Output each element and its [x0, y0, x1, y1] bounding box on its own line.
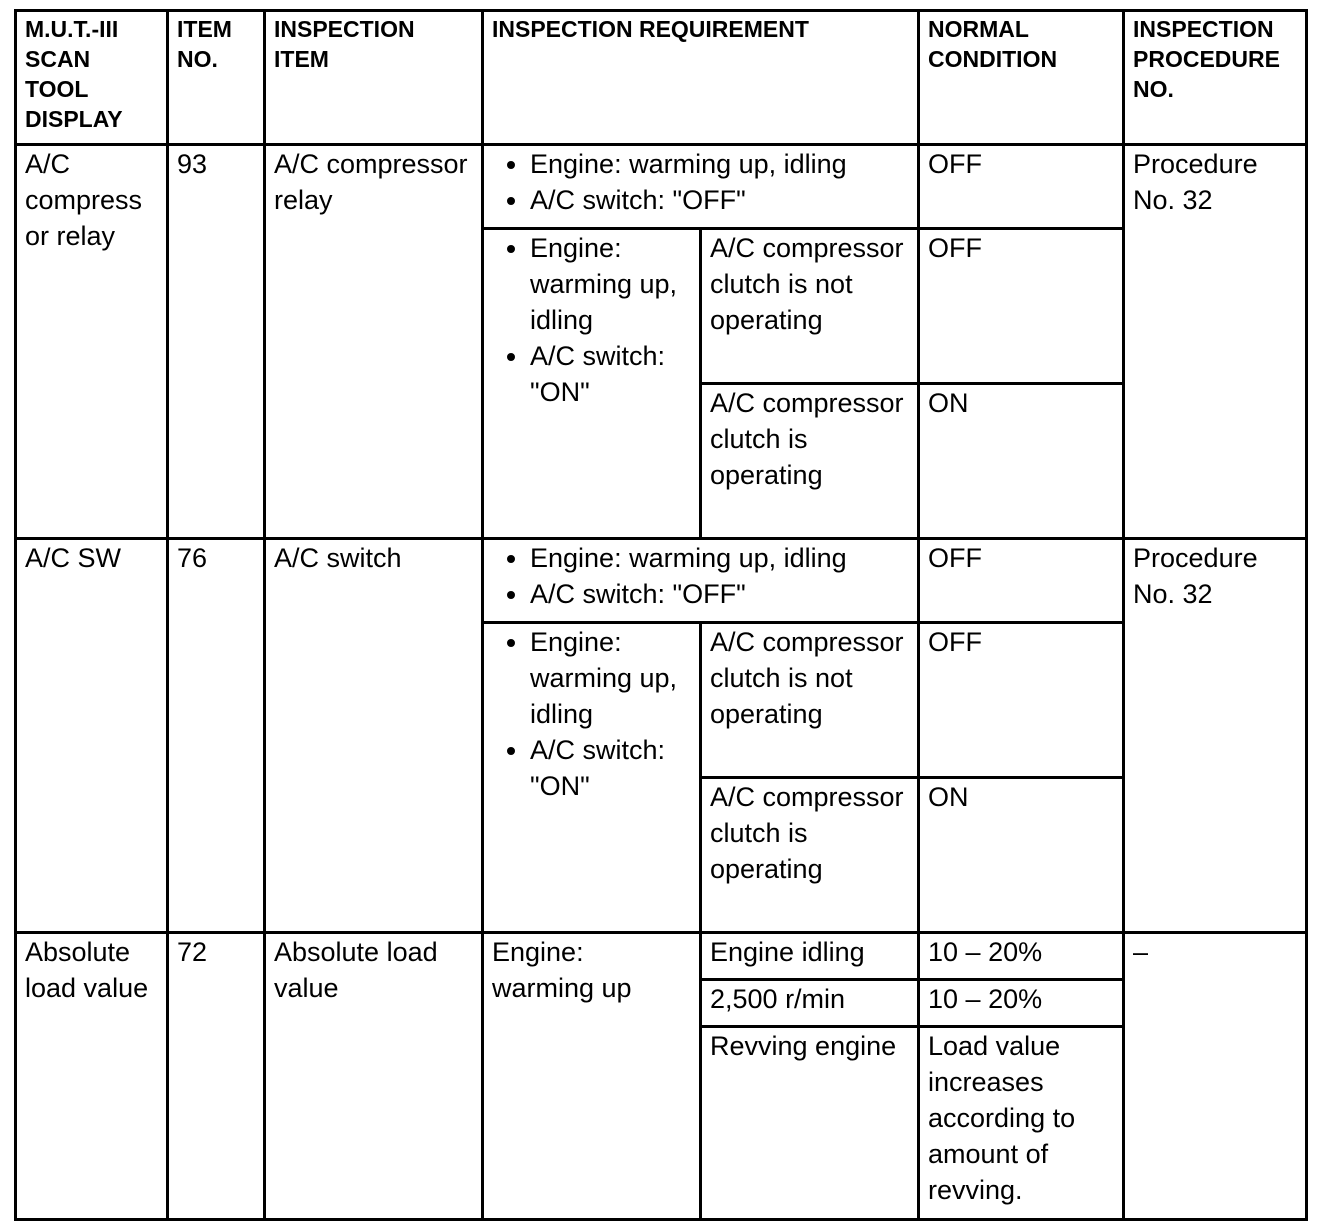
- inspection-item-cell: A/C switch: [265, 539, 483, 933]
- scan-display-cell: Absolute load value: [16, 933, 168, 1220]
- sub-condition-cell: A/C compressor clutch is operating: [701, 778, 919, 933]
- list-item: • Engine: warming up, idling: [530, 146, 909, 182]
- table-row: [16, 539, 1307, 623]
- list-item: • Engine: warming up, idling: [530, 624, 691, 732]
- inspection-table: [14, 9, 1308, 1221]
- header-inspection-item: INSPECTION ITEM: [265, 11, 483, 145]
- item-no-cell: 76: [168, 539, 265, 933]
- normal-condition-cell: OFF: [919, 623, 1124, 778]
- procedure-dash: –: [1133, 937, 1149, 967]
- header-scan-display: M.U.T.-III SCAN TOOL DISPLAY: [16, 11, 168, 145]
- list-item: • A/C switch: "OFF": [530, 182, 909, 218]
- header-normal-condition: NORMAL CONDITION: [919, 11, 1124, 145]
- sub-condition-cell: A/C compressor clutch is operating: [701, 384, 919, 539]
- sub-condition-cell: A/C compressor clutch is not operating: [701, 623, 919, 778]
- scan-display-cell: A/C SW: [16, 539, 168, 933]
- table-row: [16, 145, 1307, 229]
- requirement-list: [492, 230, 691, 410]
- normal-condition-cell: 10 – 20%: [919, 980, 1124, 1027]
- table-row: [16, 933, 1307, 980]
- requirement-list: [492, 624, 691, 804]
- header-item-no: ITEM NO.: [168, 11, 265, 145]
- header-row: [16, 11, 1307, 145]
- normal-condition-cell: OFF: [919, 229, 1124, 384]
- requirement-switch-off: [483, 145, 919, 229]
- procedure-cell: Procedure No. 32: [1124, 145, 1307, 539]
- normal-condition-cell: OFF: [919, 539, 1124, 623]
- requirement-cell: Engine: warming up: [483, 933, 701, 1220]
- list-item: • A/C switch: "OFF": [530, 576, 909, 612]
- list-item: • Engine: warming up, idling: [530, 230, 691, 338]
- list-item: • Engine: warming up, idling: [530, 540, 909, 576]
- requirement-list: [492, 146, 909, 218]
- list-item: • A/C switch: "ON": [530, 732, 691, 804]
- normal-condition-cell: 10 – 20%: [919, 933, 1124, 980]
- normal-condition-cell: OFF: [919, 145, 1124, 229]
- sub-condition-cell: Engine idling: [701, 933, 919, 980]
- item-no-cell: 93: [168, 145, 265, 539]
- sub-condition-cell: Revving engine: [701, 1027, 919, 1220]
- header-procedure-no: INSPECTION PROCEDURE NO.: [1124, 11, 1307, 145]
- list-item: • A/C switch: "ON": [530, 338, 691, 410]
- header-inspection-requirement: INSPECTION REQUIREMENT: [483, 11, 919, 145]
- sub-condition-cell: A/C compressor clutch is not operating: [701, 229, 919, 384]
- requirement-list: [492, 540, 909, 612]
- scan-display-cell: A/C compress or relay: [16, 145, 168, 539]
- procedure-cell: [1124, 933, 1307, 1220]
- requirement-switch-off: [483, 539, 919, 623]
- normal-condition-cell: ON: [919, 384, 1124, 539]
- procedure-cell: Procedure No. 32: [1124, 539, 1307, 933]
- inspection-item-cell: Absolute load value: [265, 933, 483, 1220]
- item-no-cell: 72: [168, 933, 265, 1220]
- requirement-switch-on: [483, 229, 701, 539]
- requirement-switch-on: [483, 623, 701, 933]
- sub-condition-cell: 2,500 r/min: [701, 980, 919, 1027]
- normal-condition-cell: Load value increases according to amount of revving.: [919, 1027, 1124, 1220]
- normal-condition-cell: ON: [919, 778, 1124, 933]
- inspection-item-cell: A/C compressor relay: [265, 145, 483, 539]
